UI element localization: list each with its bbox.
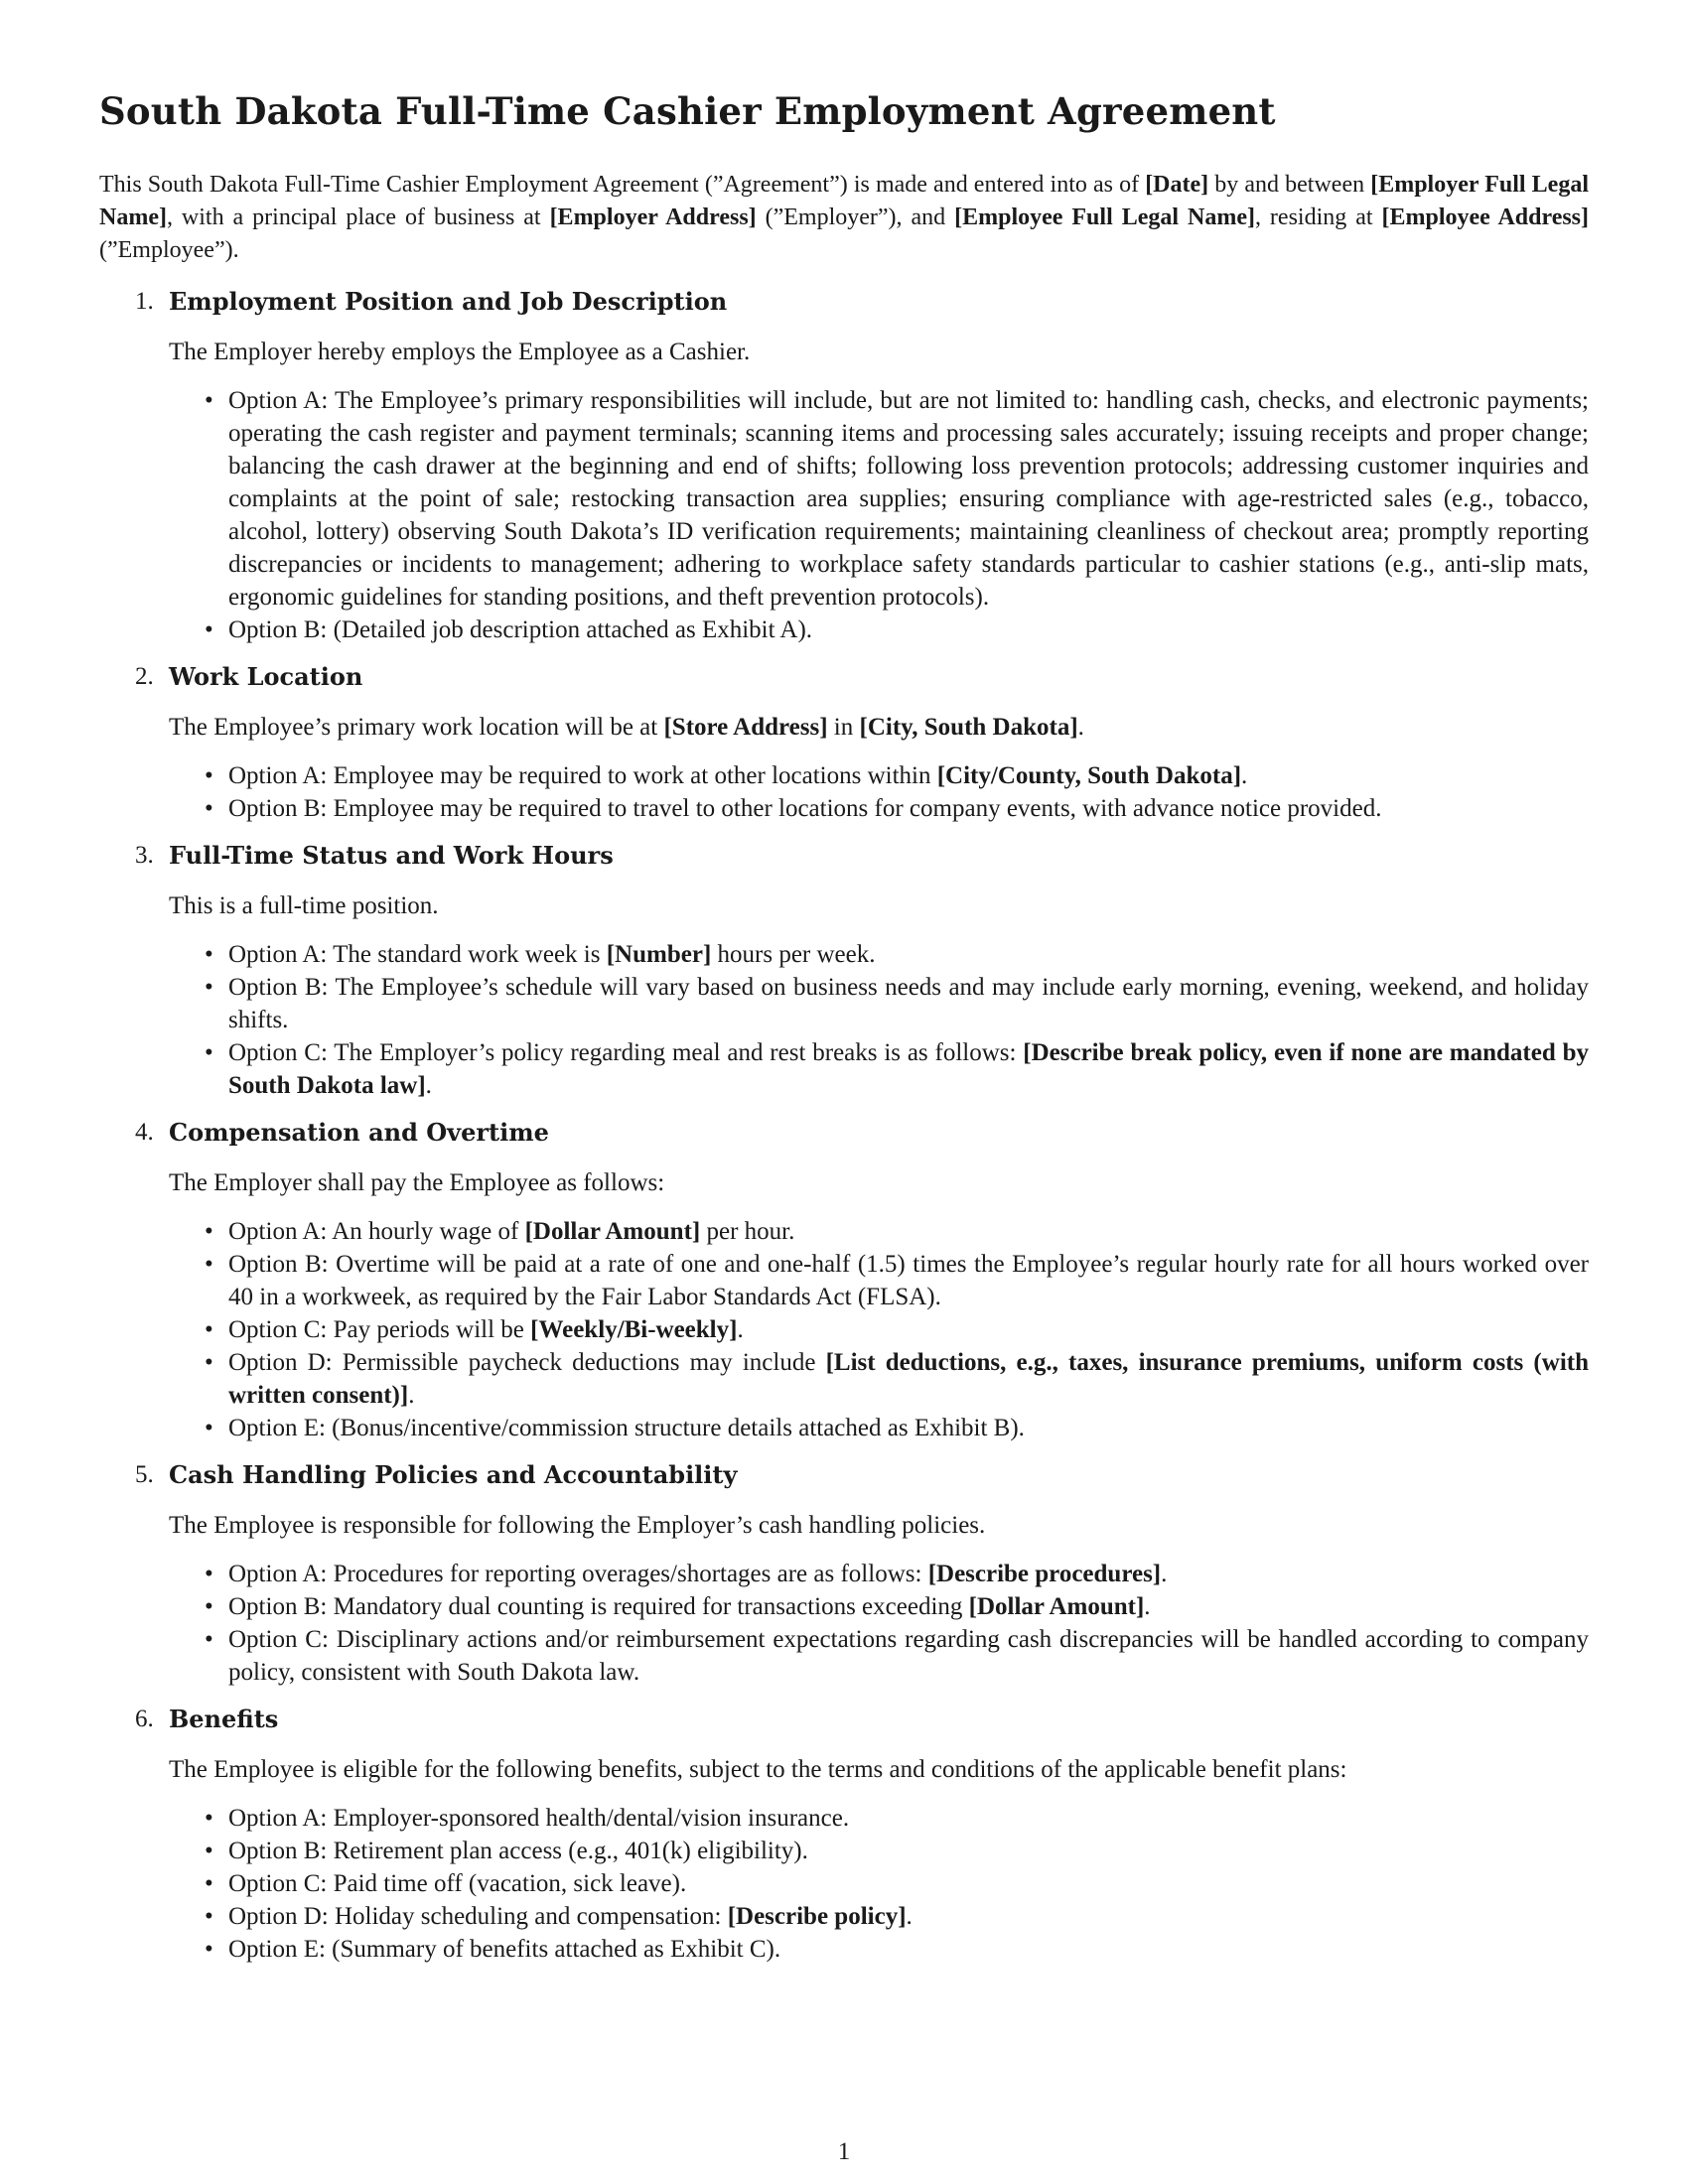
- option-item: [169, 1036, 1589, 1102]
- options-list: [169, 384, 1589, 646]
- section-title: Compensation and Overtime: [169, 1118, 549, 1147]
- option-text: Option C: Pay periods will be: [228, 1316, 531, 1343]
- section-title: Employment Position and Job Description: [169, 287, 728, 316]
- section-body: The Employee is responsible for following the Employer’s cash handling policies.: [169, 1512, 986, 1539]
- option-text: .: [1144, 1593, 1151, 1620]
- placeholder: [Number]: [606, 941, 712, 968]
- date-placeholder: [Date]: [1145, 172, 1209, 198]
- options-list: [169, 1558, 1589, 1689]
- employee-address-placeholder: [Employee Address]: [1381, 205, 1590, 230]
- section-title: Cash Handling Policies and Accountability: [169, 1460, 738, 1489]
- option-text: Option A: An hourly wage of: [228, 1218, 525, 1245]
- body-text: The Employee’s primary work location will be at: [169, 714, 664, 741]
- city-placeholder: [City, South Dakota]: [859, 714, 1078, 741]
- intro-paragraph: [99, 169, 1589, 267]
- placeholder: [City/County, South Dakota]: [936, 762, 1242, 789]
- placeholder: [Describe procedures]: [927, 1561, 1162, 1587]
- employee-name-placeholder: [Employee Full Legal Name]: [954, 205, 1255, 230]
- employer-name-placeholder: [Employer Full Legal Name]: [99, 172, 1589, 230]
- intro-text: , with a principal place of business at: [166, 205, 550, 230]
- document-title: South Dakota Full-Time Cashier Employment Agreement: [99, 89, 1276, 133]
- section-title: Work Location: [169, 662, 363, 691]
- section-body: The Employee is eligible for the following benefits, subject to the terms and conditions of the applicable benefit plans:: [169, 1756, 1347, 1783]
- page-number: 1: [837, 2138, 851, 2165]
- option-text: .: [1241, 762, 1248, 789]
- placeholder: [Describe policy]: [727, 1903, 907, 1930]
- intro-text: , residing at: [1254, 205, 1382, 230]
- section-1: [99, 285, 1589, 646]
- option-item: [169, 759, 1589, 792]
- option-item: [169, 1313, 1589, 1346]
- section-body: This is a full-time position.: [169, 892, 439, 919]
- section-2: [99, 660, 1589, 825]
- placeholder: [Describe break policy, even if none are mandated by South Dakota law]: [228, 1039, 1589, 1099]
- option-text: Option A: Employee may be required to work at other locations within: [228, 762, 937, 789]
- section-number: 1.: [135, 288, 154, 315]
- option-item: • Option A: The Employee’s primary responsibilities will include, but are not limited to: handling cash, checks, and electronic payments; operating the cash register and payment terminals; scanning items and processing sales accurately; issuing receipts and proper change; balancing the cash drawer at the beginning and end of shifts; following loss prevention protocols; addressing customer inquiries and complaints at the point of sale; restocking transaction area supplies; ensuring compliance with age-restricted sales (e.g., tobacco, alcohol, lottery) observing South Dakota’s ID verification requirements; maintaining cleanliness of checkout area; promptly reporting discrepancies or incidents to management; adhering to workplace safety standards particular to cashier stations (e.g., anti-slip mats, ergonomic guidelines for standing positions, and theft prevention protocols).: [169, 384, 1589, 614]
- option-text: .: [1161, 1561, 1168, 1587]
- placeholder: [Dollar Amount]: [524, 1218, 701, 1245]
- section-number: 6.: [135, 1706, 154, 1732]
- option-item: [169, 1590, 1589, 1623]
- option-item: • Option E: (Summary of benefits attached as Exhibit C).: [169, 1933, 1589, 1966]
- option-item: [169, 1215, 1589, 1248]
- section-number: 4.: [135, 1119, 154, 1146]
- option-item: [169, 1346, 1589, 1412]
- option-text: .: [408, 1382, 415, 1409]
- options-list: [169, 1802, 1589, 1966]
- option-text: Option D: Holiday scheduling and compensation:: [228, 1903, 728, 1930]
- section-title: Benefits: [169, 1705, 279, 1733]
- section-body: The Employer shall pay the Employee as follows:: [169, 1169, 665, 1196]
- option-text: Option C: The Employer’s policy regarding meal and rest breaks is as follows:: [228, 1039, 1024, 1066]
- option-item: [169, 1900, 1589, 1933]
- placeholder: [Weekly/Bi-weekly]: [530, 1316, 738, 1343]
- option-item: [169, 1558, 1589, 1590]
- option-item: • Option B: Employee may be required to travel to other locations for company events, with advance notice provided.: [169, 792, 1589, 825]
- options-list: [169, 938, 1589, 1102]
- employer-address-placeholder: [Employer Address]: [549, 205, 757, 230]
- store-address-placeholder: [Store Address]: [663, 714, 828, 741]
- option-text: per hour.: [700, 1218, 795, 1245]
- body-text: in: [827, 714, 860, 741]
- option-text: Option B: Mandatory dual counting is required for transactions exceeding: [228, 1593, 969, 1620]
- option-item: • Option A: Employer-sponsored health/dental/vision insurance.: [169, 1802, 1589, 1835]
- section-title: Full-Time Status and Work Hours: [169, 841, 614, 870]
- options-list: [169, 759, 1589, 825]
- section-body: [169, 711, 1589, 744]
- options-list: [169, 1215, 1589, 1444]
- document-page: [99, 87, 1589, 1979]
- section-number: 3.: [135, 842, 154, 869]
- section-6: [99, 1703, 1589, 1966]
- section-number: 2.: [135, 663, 154, 690]
- section-3: [99, 839, 1589, 1102]
- option-text: Option A: Procedures for reporting overages/shortages are as follows:: [228, 1561, 928, 1587]
- option-item: • Option B: Retirement plan access (e.g., 401(k) eligibility).: [169, 1835, 1589, 1867]
- section-body: The Employer hereby employs the Employee as a Cashier.: [169, 339, 751, 365]
- intro-text: (”Employee”).: [99, 237, 239, 263]
- option-text: hours per week.: [711, 941, 876, 968]
- placeholder: [List deductions, e.g., taxes, insurance premiums, uniform costs (with written consent)]: [228, 1349, 1589, 1409]
- option-text: Option D: Permissible paycheck deductions may include: [228, 1349, 826, 1376]
- sections-list: [99, 285, 1589, 1966]
- option-item: • Option C: Disciplinary actions and/or reimbursement expectations regarding cash discrepancies will be handled according to company policy, consistent with South Dakota law.: [169, 1623, 1589, 1689]
- option-item: • Option B: The Employee’s schedule will vary based on business needs and may include early morning, evening, weekend, and holiday shifts.: [169, 971, 1589, 1036]
- option-text: Option A: The standard work week is: [228, 941, 607, 968]
- option-text: .: [737, 1316, 744, 1343]
- section-5: [99, 1458, 1589, 1689]
- section-4: [99, 1116, 1589, 1444]
- option-item: • Option C: Paid time off (vacation, sick leave).: [169, 1867, 1589, 1900]
- intro-text: by and between: [1208, 172, 1371, 198]
- option-text: .: [906, 1903, 913, 1930]
- option-item: [169, 938, 1589, 971]
- placeholder: [Dollar Amount]: [968, 1593, 1145, 1620]
- section-number: 5.: [135, 1461, 154, 1488]
- option-text: .: [425, 1072, 432, 1099]
- intro-text: This South Dakota Full-Time Cashier Employment Agreement (”Agreement”) is made and entered into as of: [99, 172, 1146, 198]
- option-item: • Option B: (Detailed job description attached as Exhibit A).: [169, 614, 1589, 646]
- option-item: • Option E: (Bonus/incentive/commission structure details attached as Exhibit B).: [169, 1412, 1589, 1444]
- body-text: .: [1077, 714, 1084, 741]
- intro-text: (”Employer”), and: [756, 205, 955, 230]
- option-item: • Option B: Overtime will be paid at a rate of one and one-half (1.5) times the Employee’s regular hourly rate for all hours worked over 40 in a workweek, as required by the Fair Labor Standards Act (FLSA).: [169, 1248, 1589, 1313]
